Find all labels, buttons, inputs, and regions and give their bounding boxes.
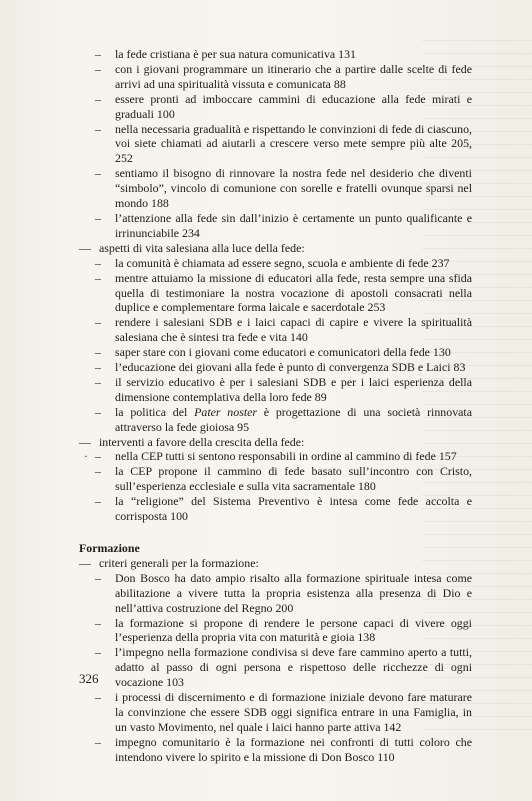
- index-entry: [79, 271, 472, 316]
- interventi-entries: [79, 449, 472, 524]
- entry-text: sentiamo il bisogno di rinnovare la nostra fede nel desiderio che diventi “simbolo”, vincolo di comunione con sorelle e fratelli ovunque sparsi nel mondo 188: [115, 166, 472, 211]
- entry-text: nella CEP tutti si sentono responsabili in ordine al cammino di fede 157: [115, 449, 457, 464]
- entry-dash: –: [95, 166, 101, 181]
- entry-text: essere pronti ad imboccare cammini di educazione alla fede mirati e graduali 100: [115, 91, 472, 121]
- entry-dash: –: [95, 570, 101, 585]
- index-entry: [79, 315, 472, 345]
- entry-text: l’impegno nella formazione condivisa si deve fare cammino aperto a tutti, adatto al passo di ogni persona e rispettoso delle ricchezze di ogni vocazione 103: [115, 645, 472, 690]
- entry-dash: –: [95, 494, 101, 509]
- entry-dash: –: [95, 210, 101, 225]
- index-entry: [79, 345, 472, 360]
- entry-dash: –: [95, 360, 101, 375]
- index-entry: [79, 616, 472, 646]
- group-heading-salesiana: — aspetti di vita salesiana alla luce della fede:: [79, 240, 305, 255]
- major-dash: —: [79, 434, 91, 449]
- major-dash: —: [79, 555, 91, 570]
- entry-dash: –: [95, 404, 101, 419]
- stray-mark: ·: [84, 449, 88, 464]
- index-entry: [79, 645, 472, 690]
- entry-dash: –: [95, 345, 101, 360]
- entry-text: la comunità è chiamata ad essere segno, scuola e ambiente di fede 237: [115, 255, 450, 270]
- entry-dash: –: [95, 270, 101, 285]
- entry-dash: –: [95, 255, 101, 270]
- index-entry: [79, 211, 472, 241]
- index-entry: [79, 122, 472, 167]
- entry-dash: –: [95, 374, 101, 389]
- index-entry: [79, 256, 472, 271]
- entry-text: rendere i salesiani SDB e i laici capaci di capire e vivere la spiritualità salesiana che è sintesi tra fede e vita 140: [115, 315, 472, 345]
- entry-text: la fede cristiana è per sua natura comunicativa 131: [115, 47, 357, 61]
- entry-text: il servizio educativo è per i salesiani SDB e per i laici esperienza della dimensione contemplativa della loro fede 89: [115, 374, 472, 404]
- page-number: 326: [79, 671, 99, 686]
- entry-text: con i giovani programmare un itinerario che a partire dalle scelte di fede arrivi ad una spiritualità vissuta e comunicata 88: [115, 61, 472, 91]
- entry-text: saper stare con i giovani come educatori e comunicatori della fede 130: [115, 345, 451, 360]
- entry-dash: –: [95, 464, 101, 479]
- entry-dash: –: [95, 121, 101, 136]
- entry-dash: –: [95, 315, 101, 330]
- entry-text: la CEP propone il cammino di fede basato sull’incontro con Cristo, sull’esperienza ecclesiale e sulla vita sacramentale 180: [115, 464, 472, 494]
- entry-text: la “religione” del Sistema Preventivo è intesa come fede accolta e corrisposta 100: [115, 494, 472, 524]
- entry-text: i processi di discernimento e di formazione iniziale devono fare maturare la convinzione che essere SDB oggi significa entrare in una Famiglia, in un vasto Movimento, nel quale i laici hanno parte attiva 142: [115, 690, 472, 734]
- entry-dash: –: [95, 734, 101, 749]
- index-entry: [79, 449, 472, 464]
- index-entry: [79, 166, 472, 211]
- entry-text: l’educazione dei giovani alla fede è punto di convergenza SDB e Laici 83: [115, 360, 466, 375]
- index-entry-pater-noster: – la politica del Pater noster è progettazione di una società rinnovata attraverso la fede gioiosa 95: [95, 404, 473, 434]
- fede-entries-top: [79, 47, 472, 241]
- entry-text: mentre attuiamo la missione di educatori alla fede, resta sempre una sfida quella di testimoniare la nostra vocazione di apostoli consacrati nella duplice e complementare forma laicale e sacerdotale 253: [115, 270, 472, 315]
- index-entry: [79, 690, 472, 735]
- index-entry: [79, 494, 472, 524]
- entry-dash: –: [95, 615, 101, 630]
- entry-text: l’attenzione alla fede sin dall’inizio è certamente un punto qualificante e irrinunciabile 234: [115, 210, 472, 240]
- formazione-entries: [79, 571, 472, 765]
- index-entry: [79, 464, 472, 494]
- entry-dash: –: [95, 449, 101, 464]
- entry-dash: –: [95, 47, 101, 61]
- index-entry: [79, 571, 472, 616]
- salesiana-entries: [79, 256, 472, 405]
- entry-text: Don Bosco ha dato ampio risalto alla formazione spirituale intesa come abilitazione a vivere tutta la propria esistenza alla presenza di Dio e nell’attiva costruzione del Regno 200: [115, 570, 472, 615]
- group-heading-interventi: — interventi a favore della crescita della fede:: [79, 434, 305, 449]
- index-entry: [79, 92, 472, 122]
- index-entry: [79, 62, 472, 92]
- index-entry: [79, 735, 472, 765]
- index-entry: [79, 360, 472, 375]
- entry-dash: –: [95, 61, 101, 76]
- pater-noster-italic: Pater noster: [194, 404, 258, 419]
- entry-text: la formazione si propone di rendere le persone capaci di vivere oggi l’esperienza della propria vita con maturità e gioia 138: [115, 615, 472, 645]
- entry-text: nella necessaria gradualità e rispettando le convinzioni di fede di ciascuno, voi siete chiamati ad aiutarli a crescere verso mete sempre più alte 205, 252: [115, 121, 472, 166]
- section-title-formazione: Formazione: [79, 541, 140, 555]
- entry-text: impegno comunitario è la formazione nei confronti di tutti coloro che intendono vivere lo spirito e la missione di Don Bosco 110: [115, 734, 472, 764]
- index-content: [79, 47, 472, 765]
- entry-dash: –: [95, 645, 101, 660]
- index-entry: [79, 375, 472, 405]
- group-heading-formazione: — criteri generali per la formazione:: [79, 555, 259, 570]
- major-dash: —: [79, 240, 91, 255]
- entry-dash: –: [95, 690, 101, 705]
- entry-dash: –: [95, 91, 101, 106]
- index-entry: [79, 47, 472, 62]
